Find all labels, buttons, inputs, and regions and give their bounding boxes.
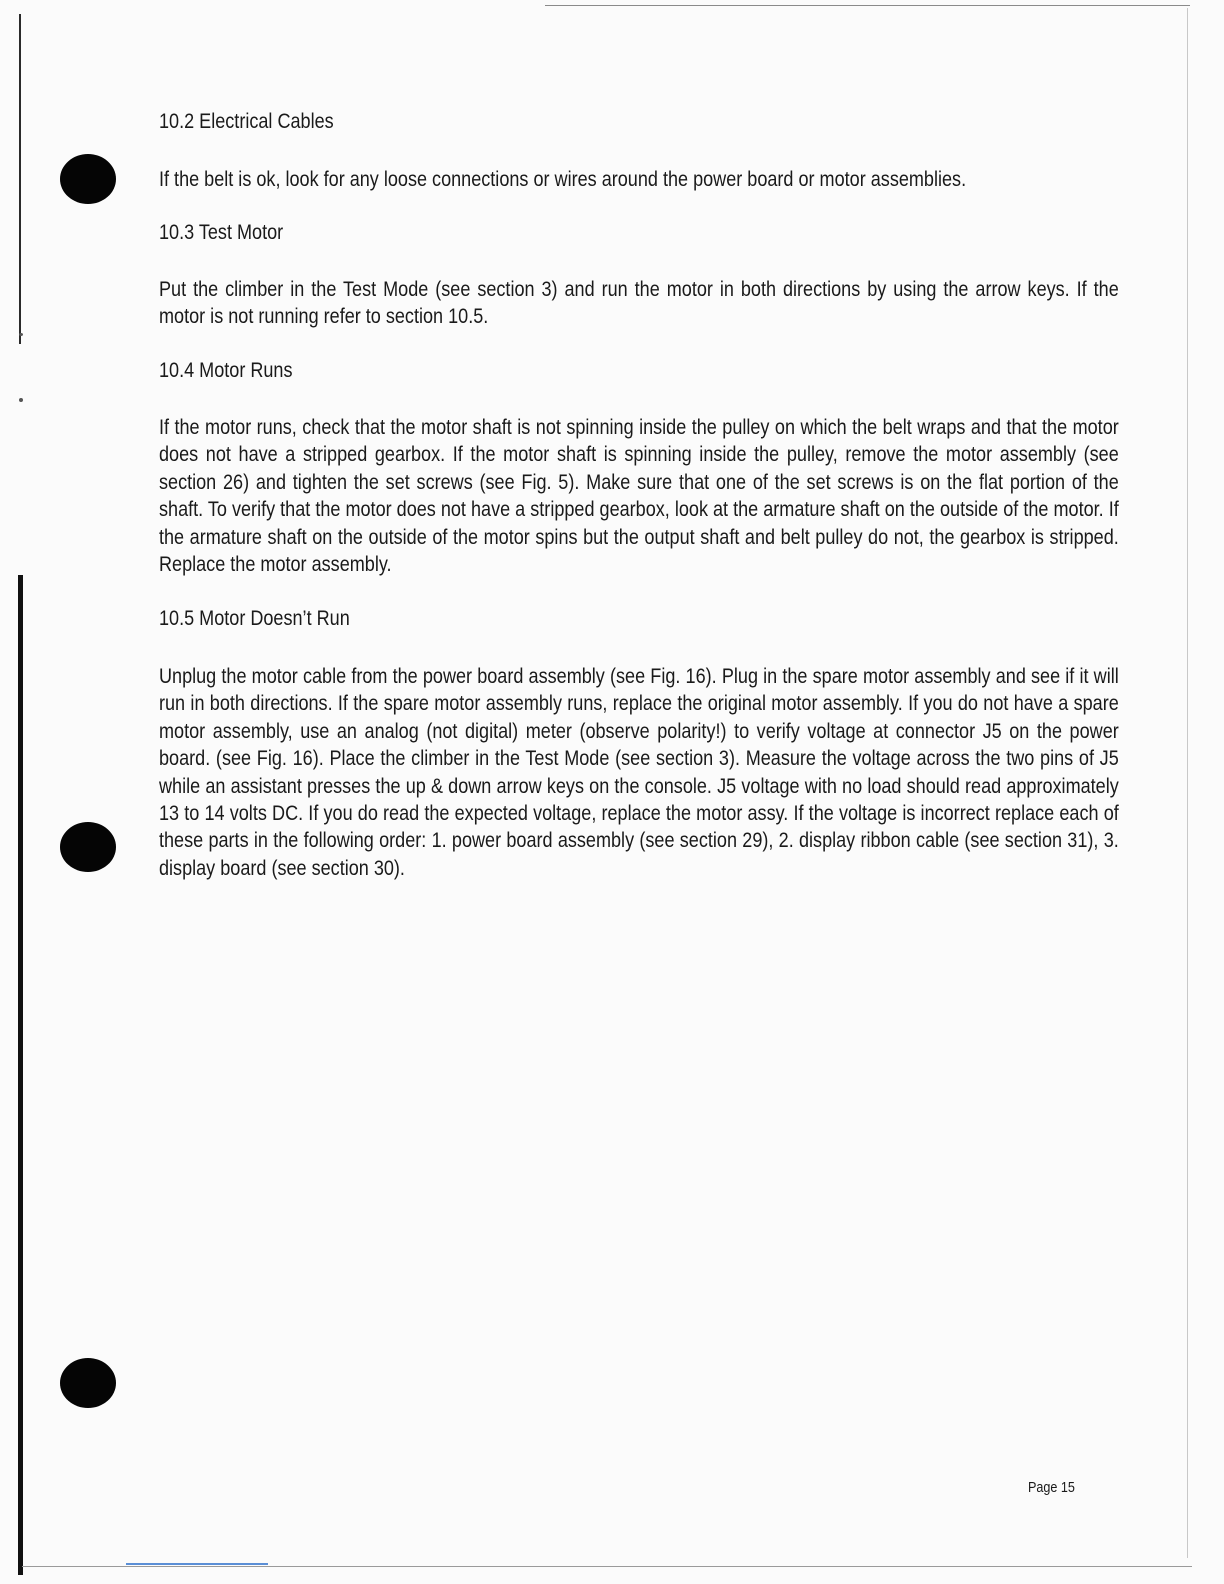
page-number: Page 15 (1028, 1479, 1075, 1496)
scan-speck (19, 333, 23, 336)
scan-edge-bottom-mark (126, 1563, 268, 1565)
paragraph-text: Put the climber in the Test Mode (see section 3) and run the motor in both directions by using the arrow keys. If the motor is not running refer to section 10.5. (159, 278, 1119, 329)
paragraph-text: If the motor runs, check that the motor shaft is not spinning inside the pulley on which the belt wraps and that the motor does not have a stripped gearbox. If the motor shaft is spinning inside the pulley, remove the motor assembly (see section 26) and tighten the set screws (see Fig. 5). Make sure that one of the set screws is on the flat portion of the shaft. To verify that the motor does not have a stripped gearbox, look at the armature shaft on the outside of the motor. If the armature shaft on the outside of the motor spins but the output shaft and belt pulley do not, the gearbox is stripped. Replace the motor assembly. (159, 416, 1119, 577)
section-heading-electrical-cables: 10.2 Electrical Cables (159, 110, 334, 133)
section-heading-test-motor: 10.3 Test Motor (159, 221, 284, 244)
punch-hole-bottom (60, 1358, 116, 1408)
scan-edge-right (1187, 8, 1188, 1558)
scan-edge-bottom (22, 1566, 1192, 1567)
scan-edge-left-lower (18, 575, 23, 1575)
punch-hole-top (60, 154, 116, 204)
scan-edge-top (545, 5, 1190, 6)
paragraph-text: Unplug the motor cable from the power board assembly (see Fig. 16). Plug in the spare motor assembly and see if it will run in both directions. If the spare motor assembly runs, replace the original motor assembly. If you do not have a spare motor assembly, use an analog (not digital) meter (observe polarity!) to verify voltage at connector J5 on the power board. (see Fig. 16). Place the climber in the Test Mode (see section 3). Measure the voltage across the two pins of J5 while an assistant presses the up & down arrow keys on the console. J5 voltage with no load should read approximately 13 to 14 volts DC. If you do read the expected voltage, replace the motor assy. If the voltage is incorrect replace each of these parts in the following order: 1. power board assembly (see section 29), 2. display ribbon cable (see section 31), 3. display board (see section 30). (159, 665, 1119, 880)
section-body-motor-runs (159, 414, 1119, 578)
section-body-electrical-cables (159, 166, 985, 193)
section-heading-motor-runs: 10.4 Motor Runs (159, 359, 293, 382)
paragraph-text: If the belt is ok, look for any loose connections or wires around the power board or motor assemblies. (159, 168, 967, 191)
scan-edge-left-upper (19, 14, 21, 344)
section-heading-motor-doesnt-run: 10.5 Motor Doesn’t Run (159, 607, 350, 630)
section-body-motor-doesnt-run (159, 663, 1119, 882)
scan-speck (19, 398, 23, 402)
punch-hole-middle (60, 822, 116, 872)
section-body-test-motor (159, 276, 1119, 331)
